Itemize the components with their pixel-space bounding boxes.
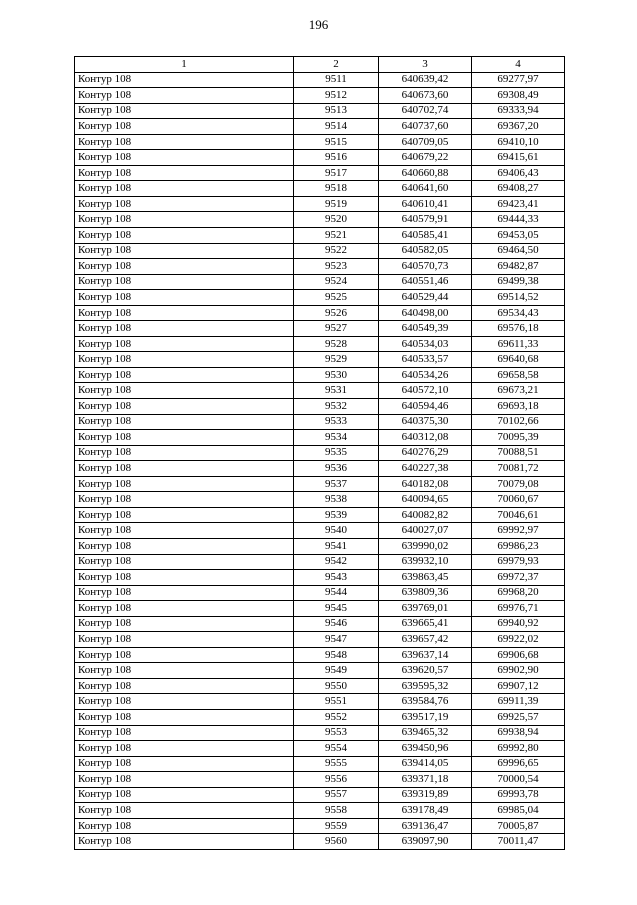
point-number-cell: 9514 (294, 119, 379, 135)
table-row (75, 461, 565, 477)
x-coordinate-cell: 639620,57 (379, 663, 472, 679)
x-coordinate-cell: 639450,96 (379, 741, 472, 757)
contour-name-cell: Контур 108 (75, 119, 294, 135)
x-coordinate-cell: 639319,89 (379, 787, 472, 803)
point-number-cell: 9548 (294, 647, 379, 663)
x-coordinate-cell: 640312,08 (379, 430, 472, 446)
table-row (75, 507, 565, 523)
y-coordinate-cell: 69907,12 (472, 678, 565, 694)
x-coordinate-cell: 640082,82 (379, 507, 472, 523)
point-number-cell: 9540 (294, 523, 379, 539)
y-coordinate-cell: 69534,43 (472, 305, 565, 321)
point-number-cell: 9525 (294, 290, 379, 306)
column-header-4: 4 (472, 57, 565, 73)
table-row (75, 601, 565, 617)
table-row (75, 445, 565, 461)
contour-name-cell: Контур 108 (75, 725, 294, 741)
y-coordinate-cell: 69464,50 (472, 243, 565, 259)
x-coordinate-cell: 640585,41 (379, 228, 472, 244)
x-coordinate-cell: 640534,03 (379, 336, 472, 352)
header-row (75, 57, 565, 73)
x-coordinate-cell: 640641,60 (379, 181, 472, 197)
table-row (75, 756, 565, 772)
point-number-cell: 9557 (294, 787, 379, 803)
y-coordinate-cell: 69499,38 (472, 274, 565, 290)
coordinates-table (74, 56, 565, 850)
x-coordinate-cell: 639097,90 (379, 834, 472, 850)
point-number-cell: 9515 (294, 134, 379, 150)
contour-name-cell: Контур 108 (75, 165, 294, 181)
point-number-cell: 9530 (294, 367, 379, 383)
x-coordinate-cell: 640610,41 (379, 196, 472, 212)
contour-name-cell: Контур 108 (75, 228, 294, 244)
table-row (75, 119, 565, 135)
y-coordinate-cell: 69693,18 (472, 399, 565, 415)
contour-name-cell: Контур 108 (75, 243, 294, 259)
y-coordinate-cell: 69922,02 (472, 632, 565, 648)
table-row (75, 243, 565, 259)
y-coordinate-cell: 69906,68 (472, 647, 565, 663)
x-coordinate-cell: 640529,44 (379, 290, 472, 306)
contour-name-cell: Контур 108 (75, 212, 294, 228)
y-coordinate-cell: 69940,92 (472, 616, 565, 632)
table-row (75, 787, 565, 803)
point-number-cell: 9526 (294, 305, 379, 321)
y-coordinate-cell: 69968,20 (472, 585, 565, 601)
table-row (75, 228, 565, 244)
y-coordinate-cell: 69576,18 (472, 321, 565, 337)
point-number-cell: 9551 (294, 694, 379, 710)
contour-name-cell: Контур 108 (75, 507, 294, 523)
y-coordinate-cell: 70060,67 (472, 492, 565, 508)
table-row (75, 165, 565, 181)
contour-name-cell: Контур 108 (75, 445, 294, 461)
table-row (75, 212, 565, 228)
y-coordinate-cell: 69996,65 (472, 756, 565, 772)
x-coordinate-cell: 640534,26 (379, 367, 472, 383)
x-coordinate-cell: 640594,46 (379, 399, 472, 415)
table-row (75, 399, 565, 415)
table-row (75, 616, 565, 632)
y-coordinate-cell: 69277,97 (472, 72, 565, 88)
point-number-cell: 9541 (294, 538, 379, 554)
contour-name-cell: Контур 108 (75, 134, 294, 150)
table-row (75, 476, 565, 492)
point-number-cell: 9531 (294, 383, 379, 399)
point-number-cell: 9523 (294, 259, 379, 275)
point-number-cell: 9520 (294, 212, 379, 228)
point-number-cell: 9524 (294, 274, 379, 290)
point-number-cell: 9553 (294, 725, 379, 741)
contour-name-cell: Контур 108 (75, 259, 294, 275)
x-coordinate-cell: 639863,45 (379, 570, 472, 586)
point-number-cell: 9559 (294, 818, 379, 834)
point-number-cell: 9542 (294, 554, 379, 570)
point-number-cell: 9554 (294, 741, 379, 757)
y-coordinate-cell: 69611,33 (472, 336, 565, 352)
contour-name-cell: Контур 108 (75, 352, 294, 368)
point-number-cell: 9521 (294, 228, 379, 244)
y-coordinate-cell: 69938,94 (472, 725, 565, 741)
contour-name-cell: Контур 108 (75, 383, 294, 399)
contour-name-cell: Контур 108 (75, 305, 294, 321)
x-coordinate-cell: 639371,18 (379, 772, 472, 788)
table-row (75, 321, 565, 337)
point-number-cell: 9556 (294, 772, 379, 788)
point-number-cell: 9511 (294, 72, 379, 88)
x-coordinate-cell: 639932,10 (379, 554, 472, 570)
x-coordinate-cell: 640498,00 (379, 305, 472, 321)
y-coordinate-cell: 69482,87 (472, 259, 565, 275)
y-coordinate-cell: 69333,94 (472, 103, 565, 119)
contour-name-cell: Контур 108 (75, 88, 294, 104)
y-coordinate-cell: 69972,37 (472, 570, 565, 586)
y-coordinate-cell: 69925,57 (472, 709, 565, 725)
contour-name-cell: Контур 108 (75, 663, 294, 679)
x-coordinate-cell: 640679,22 (379, 150, 472, 166)
point-number-cell: 9522 (294, 243, 379, 259)
y-coordinate-cell: 70095,39 (472, 430, 565, 446)
point-number-cell: 9545 (294, 601, 379, 617)
point-number-cell: 9543 (294, 570, 379, 586)
y-coordinate-cell: 70000,54 (472, 772, 565, 788)
point-number-cell: 9517 (294, 165, 379, 181)
table-row (75, 72, 565, 88)
contour-name-cell: Контур 108 (75, 103, 294, 119)
contour-name-cell: Контур 108 (75, 461, 294, 477)
point-number-cell: 9518 (294, 181, 379, 197)
x-coordinate-cell: 640702,74 (379, 103, 472, 119)
y-coordinate-cell: 69308,49 (472, 88, 565, 104)
table-row (75, 772, 565, 788)
x-coordinate-cell: 640660,88 (379, 165, 472, 181)
y-coordinate-cell: 69985,04 (472, 803, 565, 819)
table-row (75, 430, 565, 446)
y-coordinate-cell: 69902,90 (472, 663, 565, 679)
x-coordinate-cell: 639414,05 (379, 756, 472, 772)
point-number-cell: 9537 (294, 476, 379, 492)
contour-name-cell: Контур 108 (75, 772, 294, 788)
x-coordinate-cell: 640533,57 (379, 352, 472, 368)
y-coordinate-cell: 70081,72 (472, 461, 565, 477)
column-header-2: 2 (294, 57, 379, 73)
y-coordinate-cell: 70079,08 (472, 476, 565, 492)
table-row (75, 181, 565, 197)
table-row (75, 290, 565, 306)
x-coordinate-cell: 640709,05 (379, 134, 472, 150)
x-coordinate-cell: 639517,19 (379, 709, 472, 725)
table-row (75, 632, 565, 648)
table-row (75, 709, 565, 725)
x-coordinate-cell: 639178,49 (379, 803, 472, 819)
x-coordinate-cell: 640276,29 (379, 445, 472, 461)
point-number-cell: 9538 (294, 492, 379, 508)
x-coordinate-cell: 639637,14 (379, 647, 472, 663)
x-coordinate-cell: 640094,65 (379, 492, 472, 508)
point-number-cell: 9558 (294, 803, 379, 819)
point-number-cell: 9552 (294, 709, 379, 725)
point-number-cell: 9546 (294, 616, 379, 632)
x-coordinate-cell: 640182,08 (379, 476, 472, 492)
contour-name-cell: Контур 108 (75, 150, 294, 166)
x-coordinate-cell: 640737,60 (379, 119, 472, 135)
x-coordinate-cell: 639769,01 (379, 601, 472, 617)
contour-name-cell: Контур 108 (75, 430, 294, 446)
contour-name-cell: Контур 108 (75, 72, 294, 88)
point-number-cell: 9539 (294, 507, 379, 523)
y-coordinate-cell: 69993,78 (472, 787, 565, 803)
contour-name-cell: Контур 108 (75, 756, 294, 772)
y-coordinate-cell: 69410,10 (472, 134, 565, 150)
table-row (75, 570, 565, 586)
table-row (75, 103, 565, 119)
contour-name-cell: Контур 108 (75, 290, 294, 306)
table-row (75, 694, 565, 710)
point-number-cell: 9534 (294, 430, 379, 446)
x-coordinate-cell: 639584,76 (379, 694, 472, 710)
y-coordinate-cell: 69658,58 (472, 367, 565, 383)
table-row (75, 554, 565, 570)
point-number-cell: 9536 (294, 461, 379, 477)
y-coordinate-cell: 69514,52 (472, 290, 565, 306)
contour-name-cell: Контур 108 (75, 694, 294, 710)
contour-name-cell: Контур 108 (75, 321, 294, 337)
table-row (75, 647, 565, 663)
x-coordinate-cell: 639657,42 (379, 632, 472, 648)
contour-name-cell: Контур 108 (75, 492, 294, 508)
contour-name-cell: Контур 108 (75, 834, 294, 850)
x-coordinate-cell: 639136,47 (379, 818, 472, 834)
y-coordinate-cell: 70102,66 (472, 414, 565, 430)
x-coordinate-cell: 640027,07 (379, 523, 472, 539)
contour-name-cell: Контур 108 (75, 476, 294, 492)
y-coordinate-cell: 69444,33 (472, 212, 565, 228)
y-coordinate-cell: 70005,87 (472, 818, 565, 834)
contour-name-cell: Контур 108 (75, 787, 294, 803)
contour-name-cell: Контур 108 (75, 554, 294, 570)
x-coordinate-cell: 639809,36 (379, 585, 472, 601)
contour-name-cell: Контур 108 (75, 818, 294, 834)
contour-name-cell: Контур 108 (75, 367, 294, 383)
y-coordinate-cell: 69976,71 (472, 601, 565, 617)
x-coordinate-cell: 639990,02 (379, 538, 472, 554)
point-number-cell: 9519 (294, 196, 379, 212)
x-coordinate-cell: 639465,32 (379, 725, 472, 741)
table-row (75, 259, 565, 275)
table-row (75, 803, 565, 819)
point-number-cell: 9528 (294, 336, 379, 352)
point-number-cell: 9560 (294, 834, 379, 850)
point-number-cell: 9513 (294, 103, 379, 119)
point-number-cell: 9512 (294, 88, 379, 104)
table-row (75, 88, 565, 104)
y-coordinate-cell: 69453,05 (472, 228, 565, 244)
contour-name-cell: Контур 108 (75, 523, 294, 539)
x-coordinate-cell: 640551,46 (379, 274, 472, 290)
x-coordinate-cell: 639665,41 (379, 616, 472, 632)
y-coordinate-cell: 69415,61 (472, 150, 565, 166)
point-number-cell: 9516 (294, 150, 379, 166)
table-header (75, 57, 565, 73)
page-number: 196 (308, 17, 329, 32)
table-row (75, 383, 565, 399)
point-number-cell: 9550 (294, 678, 379, 694)
table-row (75, 336, 565, 352)
x-coordinate-cell: 639595,32 (379, 678, 472, 694)
point-number-cell: 9533 (294, 414, 379, 430)
table-row (75, 274, 565, 290)
table-row (75, 818, 565, 834)
x-coordinate-cell: 640570,73 (379, 259, 472, 275)
point-number-cell: 9547 (294, 632, 379, 648)
y-coordinate-cell: 69673,21 (472, 383, 565, 399)
table-row (75, 352, 565, 368)
contour-name-cell: Контур 108 (75, 709, 294, 725)
y-coordinate-cell: 69640,68 (472, 352, 565, 368)
y-coordinate-cell: 69406,43 (472, 165, 565, 181)
table-row (75, 538, 565, 554)
x-coordinate-cell: 640227,38 (379, 461, 472, 477)
contour-name-cell: Контур 108 (75, 196, 294, 212)
contour-name-cell: Контур 108 (75, 399, 294, 415)
y-coordinate-cell: 69423,41 (472, 196, 565, 212)
point-number-cell: 9544 (294, 585, 379, 601)
contour-name-cell: Контур 108 (75, 274, 294, 290)
y-coordinate-cell: 70011,47 (472, 834, 565, 850)
column-header-3: 3 (379, 57, 472, 73)
y-coordinate-cell: 69992,97 (472, 523, 565, 539)
contour-name-cell: Контур 108 (75, 616, 294, 632)
table-row (75, 585, 565, 601)
x-coordinate-cell: 640375,30 (379, 414, 472, 430)
contour-name-cell: Контур 108 (75, 632, 294, 648)
point-number-cell: 9555 (294, 756, 379, 772)
y-coordinate-cell: 69911,39 (472, 694, 565, 710)
contour-name-cell: Контур 108 (75, 570, 294, 586)
x-coordinate-cell: 640572,10 (379, 383, 472, 399)
point-number-cell: 9532 (294, 399, 379, 415)
y-coordinate-cell: 69979,93 (472, 554, 565, 570)
table-row (75, 678, 565, 694)
x-coordinate-cell: 640582,05 (379, 243, 472, 259)
y-coordinate-cell: 69992,80 (472, 741, 565, 757)
contour-name-cell: Контур 108 (75, 585, 294, 601)
x-coordinate-cell: 640639,42 (379, 72, 472, 88)
table-row (75, 663, 565, 679)
column-header-1: 1 (75, 57, 294, 73)
table-row (75, 741, 565, 757)
y-coordinate-cell: 69986,23 (472, 538, 565, 554)
y-coordinate-cell: 70046,61 (472, 507, 565, 523)
point-number-cell: 9527 (294, 321, 379, 337)
y-coordinate-cell: 70088,51 (472, 445, 565, 461)
table-row (75, 305, 565, 321)
table-row (75, 150, 565, 166)
table-row (75, 196, 565, 212)
table-row (75, 367, 565, 383)
table-row (75, 414, 565, 430)
y-coordinate-cell: 69367,20 (472, 119, 565, 135)
y-coordinate-cell: 69408,27 (472, 181, 565, 197)
table-body (75, 72, 565, 849)
point-number-cell: 9549 (294, 663, 379, 679)
contour-name-cell: Контур 108 (75, 647, 294, 663)
x-coordinate-cell: 640579,91 (379, 212, 472, 228)
point-number-cell: 9535 (294, 445, 379, 461)
table-row (75, 834, 565, 850)
point-number-cell: 9529 (294, 352, 379, 368)
table-row (75, 134, 565, 150)
contour-name-cell: Контур 108 (75, 678, 294, 694)
contour-name-cell: Контур 108 (75, 414, 294, 430)
table-row (75, 725, 565, 741)
table-row (75, 523, 565, 539)
x-coordinate-cell: 640673,60 (379, 88, 472, 104)
contour-name-cell: Контур 108 (75, 803, 294, 819)
contour-name-cell: Контур 108 (75, 601, 294, 617)
contour-name-cell: Контур 108 (75, 181, 294, 197)
contour-name-cell: Контур 108 (75, 538, 294, 554)
table-row (75, 492, 565, 508)
x-coordinate-cell: 640549,39 (379, 321, 472, 337)
contour-name-cell: Контур 108 (75, 336, 294, 352)
contour-name-cell: Контур 108 (75, 741, 294, 757)
